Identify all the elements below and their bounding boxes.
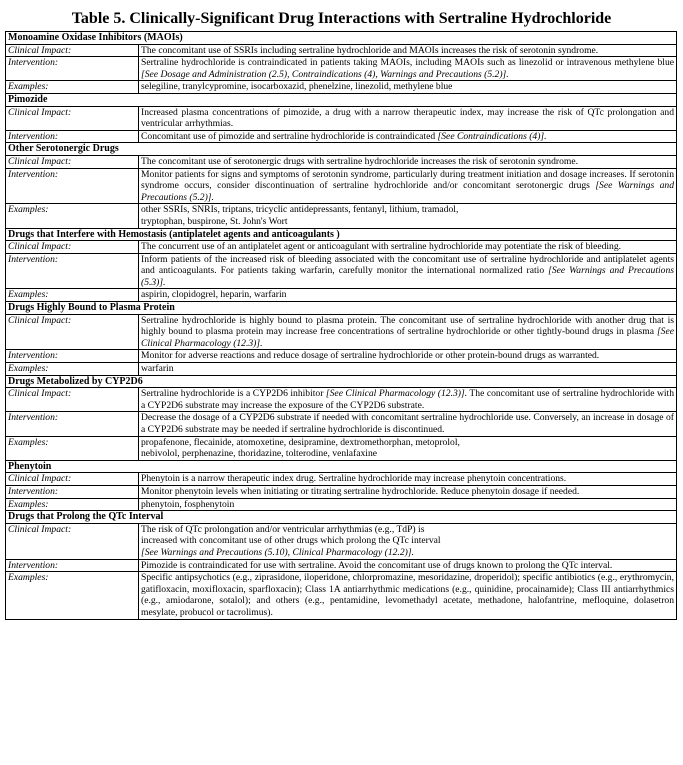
- row-content: [139, 559, 677, 572]
- section-heading: Drugs that Prolong the QTc Interval: [6, 511, 677, 524]
- row-content: [139, 473, 677, 486]
- section-heading: Pimozide: [6, 93, 677, 106]
- row-content: [139, 498, 677, 511]
- row-content: [139, 241, 677, 254]
- row-content: [139, 130, 677, 143]
- row-content: [139, 57, 677, 81]
- content-text: Sertraline hydrochloride is a CYP2D6 inhibitor: [141, 388, 326, 400]
- row-content: [139, 363, 677, 376]
- cross-reference-text: [See Contraindications (4)].: [437, 130, 547, 142]
- row-label: Clinical Impact:: [6, 241, 139, 254]
- row-label: Examples:: [6, 436, 139, 460]
- content-text: aspirin, clopidogrel, heparin, warfarin: [141, 289, 287, 301]
- table-row: [6, 523, 677, 559]
- table-row: [6, 473, 677, 486]
- table-row: [6, 436, 677, 460]
- content-text: Concomitant use of pimozide and sertraline hydrochloride is contraindicated: [141, 130, 438, 142]
- row-content: [139, 155, 677, 168]
- content-text: other SSRIs, SNRIs, triptans, tricyclic antidepressants, fentanyl, lithium, tramadol, tryptophan, buspirone, St. John's Wort: [141, 204, 459, 227]
- table-row: [6, 130, 677, 143]
- table-row: [6, 106, 677, 130]
- content-text: The concomitant use of SSRIs including sertraline hydrochloride and MAOIs increases the risk of serotonin syndrome.: [141, 44, 599, 56]
- content-text: The concomitant use of serotonergic drugs with sertraline hydrochloride increases the risk of serotonin syndrome.: [141, 155, 579, 167]
- cross-reference-text: [See Clinical Pharmacology (12.3)].: [325, 388, 468, 400]
- row-label: Intervention:: [6, 485, 139, 498]
- row-content: [139, 412, 677, 436]
- table-row: [6, 388, 677, 412]
- row-content: [139, 388, 677, 412]
- content-text: Increased plasma concentrations of pimozide, a drug with a narrow therapeutic index, may increase the risk of QTc prolongation and ventricular arrhythmias.: [141, 106, 674, 130]
- row-content: [139, 204, 677, 228]
- table-row: [6, 241, 677, 254]
- table-row: [6, 485, 677, 498]
- table-row: [6, 57, 677, 81]
- table-row: [6, 412, 677, 436]
- table-row: [6, 155, 677, 168]
- cross-reference-text: [See Warnings and Precautions (5.10), Clinical Pharmacology (12.2)].: [141, 546, 414, 558]
- section-header-row: [6, 375, 677, 388]
- row-content: [139, 289, 677, 302]
- section-header-row: [6, 93, 677, 106]
- table-row: [6, 572, 677, 619]
- content-text: Phenytoin is a narrow therapeutic index drug. Sertraline hydrochloride may increase phenytoin concentrations.: [141, 473, 567, 485]
- table-row: [6, 44, 677, 57]
- cross-reference-text: [See Warnings and Precautions (5.3)].: [141, 265, 675, 288]
- row-label: Intervention:: [6, 412, 139, 436]
- cross-reference-text: [See Dosage and Administration (2.5), Contraindications (4), Warnings and Precautions (5.2)].: [141, 68, 509, 80]
- section-header-row: [6, 302, 677, 315]
- row-label: Clinical Impact:: [6, 523, 139, 559]
- table-row: [6, 498, 677, 511]
- row-content: [139, 168, 677, 204]
- section-heading: Phenytoin: [6, 460, 677, 473]
- row-content: [139, 485, 677, 498]
- section-header-row: [6, 32, 677, 45]
- content-text: Sertraline hydrochloride is highly bound to plasma protein. The concomitant use of sertraline hydrochloride with another drug that is highly bound to plasma protein may increase free concentrations of sertraline hydrochloride or other tightly-bound drugs in plasma: [141, 314, 674, 338]
- content-text: warfarin: [141, 363, 174, 375]
- row-content: [139, 523, 677, 559]
- row-content: [139, 314, 677, 350]
- cross-reference-text: [See Clinical Pharmacology (12.3)].: [141, 326, 674, 349]
- content-text: Pimozide is contraindicated for use with sertraline. Avoid the concomitant use of drugs known to prolong the QTc interval.: [141, 559, 613, 571]
- section-heading: Drugs Highly Bound to Plasma Protein: [6, 302, 677, 315]
- table-row: [6, 168, 677, 204]
- row-label: Intervention:: [6, 130, 139, 143]
- section-heading: Drugs that Interfere with Hemostasis (antiplatelet agents and anticoagulants ): [6, 228, 677, 241]
- section-header-row: [6, 228, 677, 241]
- row-label: Examples:: [6, 289, 139, 302]
- content-text: propafenone, flecainide, atomoxetine, desipramine, dextromethorphan, metoprolol, nebivolol, perphenazine, thoridazine, tolterodine, venlafaxine: [141, 436, 460, 460]
- row-label: Clinical Impact:: [6, 44, 139, 57]
- content-text: The concomitant use of sertraline hydrochloride with a CYP2D6 substrate may increase the exposure of the CYP2D6 substrate.: [141, 388, 675, 411]
- row-content: [139, 106, 677, 130]
- content-text: The risk of QTc prolongation and/or ventricular arrhythmias (e.g., TdP) is increased with concomitant use of other drugs which prolong the QTc interval: [141, 523, 441, 547]
- section-header-row: [6, 143, 677, 156]
- table-row: [6, 314, 677, 350]
- row-content: [139, 81, 677, 94]
- row-label: Intervention:: [6, 168, 139, 204]
- section-heading: Other Serotonergic Drugs: [6, 143, 677, 156]
- content-text: Inform patients of the increased risk of bleeding associated with the concomitant use of sertraline hydrochloride and antiplatelet agents and anticoagulants. For patients taking warfarin, carefully monitor the international normalized ratio: [141, 253, 674, 277]
- row-content: [139, 436, 677, 460]
- row-label: Clinical Impact:: [6, 473, 139, 486]
- row-label: Clinical Impact:: [6, 155, 139, 168]
- row-label: Examples:: [6, 572, 139, 619]
- table-row: [6, 289, 677, 302]
- row-label: Intervention:: [6, 350, 139, 363]
- table-row: [6, 81, 677, 94]
- row-label: Intervention:: [6, 253, 139, 289]
- content-text: Monitor phenytoin levels when initiating or titrating sertraline hydrochloride. Reduce phenytoin dosage if needed.: [141, 485, 580, 497]
- content-text: Monitor patients for signs and symptoms of serotonin syndrome, particularly during treatment initiation and dosage increases. If serotonin syndrome occurs, consider discontinuation of sertraline hydrochloride and/or concomitant serotonergic drugs: [141, 168, 674, 192]
- row-label: Examples:: [6, 498, 139, 511]
- content-text: Decrease the dosage of a CYP2D6 substrate if needed with concomitant sertraline hydrochloride use. Conversely, an increase in dosage of a CYP2D6 substrate may be needed if sertraline hydrochloride is discontinued.: [141, 412, 674, 435]
- row-label: Clinical Impact:: [6, 388, 139, 412]
- table-row: [6, 253, 677, 289]
- content-text: Monitor for adverse reactions and reduce dosage of sertraline hydrochloride or other protein-bound drugs as warranted.: [141, 350, 600, 362]
- table-title: Table 5. Clinically-Significant Drug Interactions with Sertraline Hydrochloride: [71, 10, 612, 27]
- table-row: [6, 363, 677, 376]
- drug-interactions-table: [5, 31, 677, 620]
- table-row: [6, 350, 677, 363]
- row-content: [139, 350, 677, 363]
- section-header-row: [6, 511, 677, 524]
- section-header-row: [6, 460, 677, 473]
- section-heading: Drugs Metabolized by CYP2D6: [6, 375, 677, 388]
- table-row: [6, 559, 677, 572]
- content-text: Specific antipsychotics (e.g., ziprasidone, iloperidone, chlorpromazine, mesoridazine, droperidol); specific antibiotics (e.g., erythromycin, gatifloxacin, moxifloxacin, sparfloxacin); Class 1A antiarrhythmic medications (e.g., quinidine, procainamide); Class III antiarrhythmics (e.g., amiodarone, sotalol); and others (e.g., pentamidine, levomethadyl acetate, methadone, halofantrine, mefloquine, dolasetron mesylate, probucol or tacrolimus).: [141, 572, 674, 618]
- row-content: [139, 44, 677, 57]
- row-label: Examples:: [6, 363, 139, 376]
- row-label: Clinical Impact:: [6, 314, 139, 350]
- row-content: [139, 253, 677, 289]
- content-text: selegiline, tranylcypromine, isocarboxazid, phenelzine, linezolid, methylene blue: [141, 81, 453, 93]
- row-label: Examples:: [6, 204, 139, 228]
- content-text: The concurrent use of an antiplatelet agent or anticoagulant with sertraline hydrochloride may potentiate the risk of bleeding.: [141, 241, 622, 253]
- content-text: Sertraline hydrochloride is contraindicated in patients taking MAOIs, including MAOIs such as linezolid or intravenous methylene blue: [141, 57, 674, 69]
- row-label: Intervention:: [6, 57, 139, 81]
- row-label: Examples:: [6, 81, 139, 94]
- cross-reference-text: [See Warnings and Precautions (5.2)].: [141, 180, 674, 203]
- row-content: [139, 572, 677, 619]
- table-body: [6, 32, 677, 620]
- content-text: phenytoin, fosphenytoin: [141, 498, 235, 510]
- row-label: Intervention:: [6, 559, 139, 572]
- table-row: [6, 204, 677, 228]
- section-heading: Monoamine Oxidase Inhibitors (MAOIs): [6, 32, 677, 45]
- row-label: Clinical Impact:: [6, 106, 139, 130]
